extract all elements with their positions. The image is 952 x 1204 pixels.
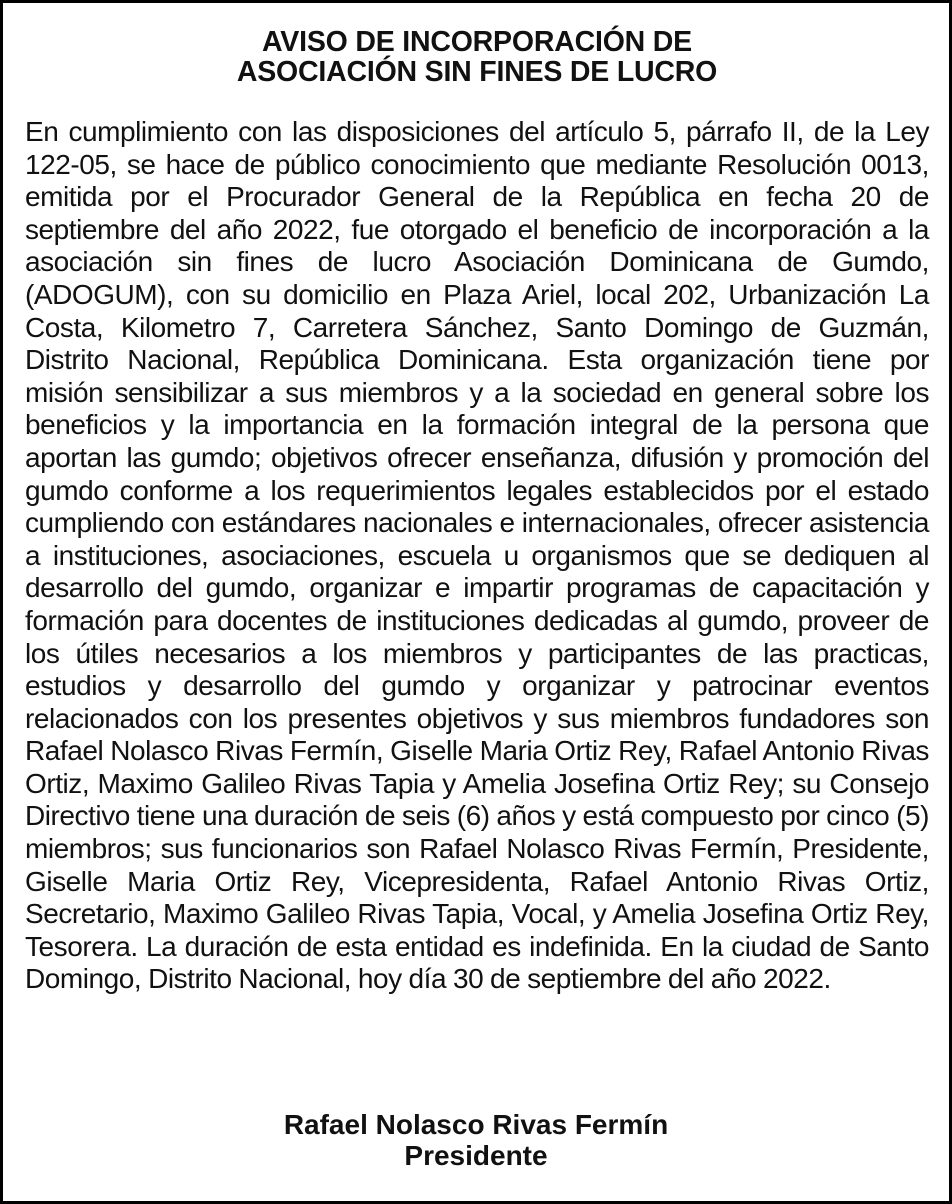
signatory-title: Presidente	[404, 1140, 548, 1171]
signature-block	[3, 1109, 949, 1171]
notice-title-line-1: AVISO DE INCORPORACIÓN DE	[262, 26, 692, 58]
signatory-name: Rafael Nolasco Rivas Fermín	[283, 1109, 669, 1140]
notice-title-line-2: ASOCIACIÓN SIN FINES DE LUCRO	[236, 56, 718, 88]
notice-title	[25, 27, 929, 87]
notice-body: En cumplimiento con las disposiciones del artículo 5, párrafo II, de la Ley 122-05, se hace de público conocimiento que mediante Resolución 0013, emitida por el Procurador General de la República en fecha 20 de septiembre del año 2022, fue otorgado el beneficio de incorporación a la asociación sin fines de lucro Asociación Dominicana de Gumdo, (ADOGUM), con su domicilio en Plaza Ariel, local 202, Urbanización La Costa, Kilometro 7, Carretera Sánchez, Santo Domingo de Guzmán, Distrito Nacional, República Dominicana. Esta organización tiene por misión sensibilizar a sus miembros y a la sociedad en general sobre los beneficios y la importancia en la formación integral de la persona que aportan las gumdo; objetivos ofrecer enseñanza, difusión y promoción del gumdo conforme a los requerimientos legales establecidos por el estado cumpliendo con estándares nacionales e internacionales, ofrecer asistencia a instituciones, asociaciones, escuela u organismos que se dediquen al desarrollo del gumdo, organizar e impartir programas de capacitación y formación para docentes de instituciones dedicadas al gumdo, proveer de los útiles necesarios a los miembros y participantes de las practicas, estudios y desarrollo del gumdo y organizar y patrocinar eventos relacionados con los presentes objetivos y sus miembros fundadores son Rafael Nolasco Rivas Fermín, Giselle Maria Ortiz Rey, Rafael Antonio Rivas Ortiz, Maximo Galileo Rivas Tapia y Amelia Josefina Ortiz Rey; su Consejo Directivo tiene una duración de seis (6) años y está compuesto por cinco (5) miembros; sus funcionarios son Rafael Nolasco Rivas Fermín, Presidente, Giselle Maria Ortiz Rey, Vicepresidenta, Rafael Antonio Rivas Ortiz, Secretario, Maximo Galileo Rivas Tapia, Vocal, y Amelia Josefina Ortiz Rey, Tesorera. La duración de esta entidad es indefinida. En la ciudad de Santo Domingo, Distrito Nacional, hoy día 30 de septiembre del año 2022.	[25, 116, 929, 995]
